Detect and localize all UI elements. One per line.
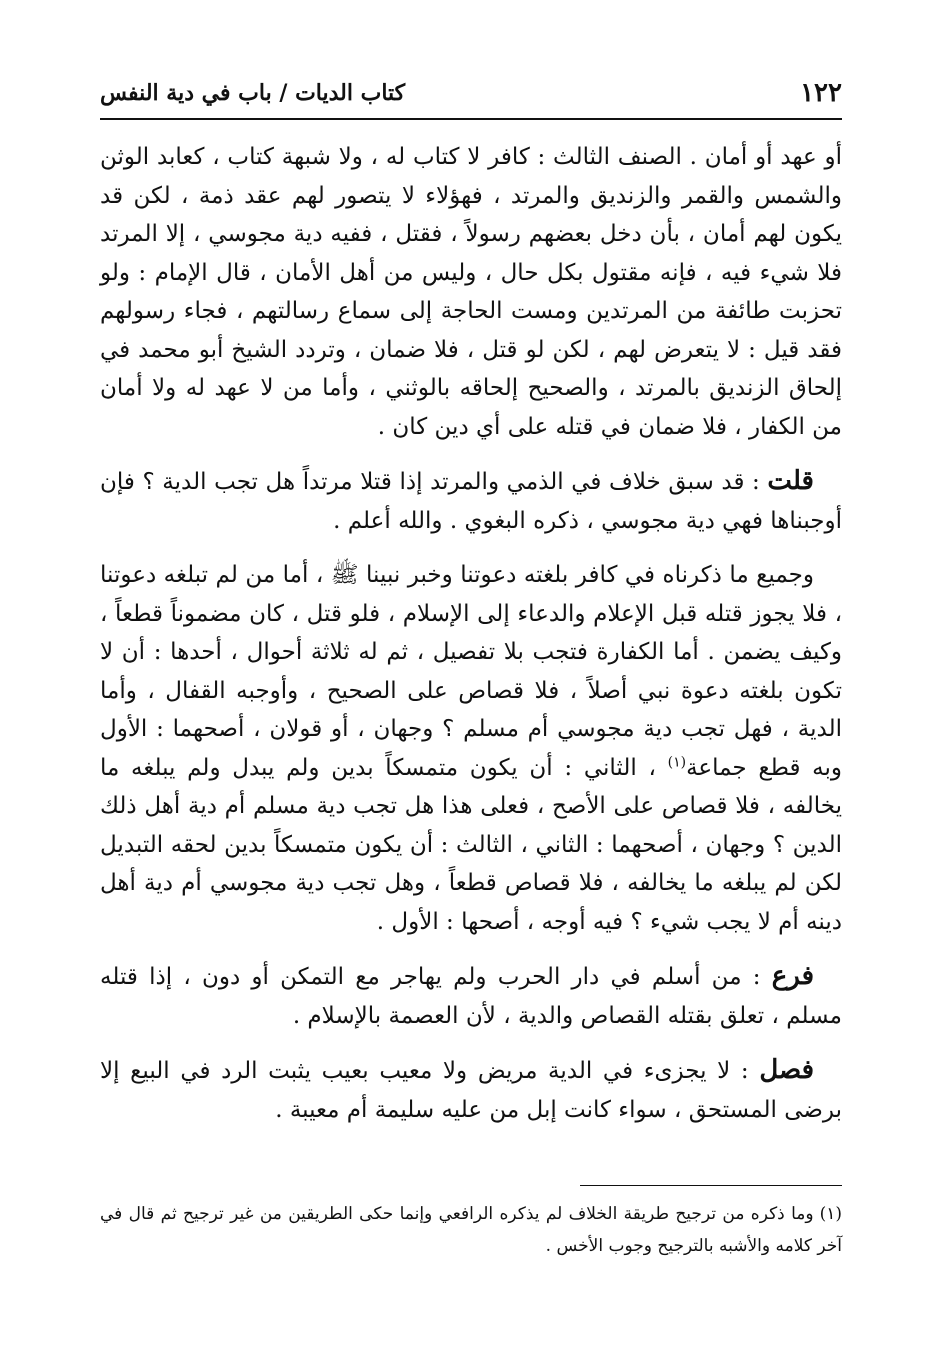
- footnote-divider: [580, 1185, 842, 1186]
- paragraph-far: [100, 957, 842, 1035]
- paragraph-qultu: [100, 462, 842, 540]
- paragraph-text: وجميع ما ذكرناه في كافر بلغته دعوتنا وخبر نبينا ﷺ ، أما من لم تبلغه دعوتنا ، فلا يجوز قتله قبل الإعلام والدعاء إلى الإسلام ، فلو قتل ، كان مضموناً قطعاً ، وكيف يضمن . أما الكفارة فتجب بلا تفصيل ، ثم له ثلاثة أحوال ، أحدها : أن لا تكون بلغته دعوة نبي أصلاً ، فلا قصاص على الصحيح ، وأوجبه القفال ، وأما الدية ، فهل تجب دية مجوسي أم مسلم ؟ وجهان ، أو قولان ، أصحهما : الأول وبه قطع جماعة: [100, 562, 842, 781]
- main-text: [100, 138, 842, 1145]
- paragraph-text: : من أسلم في دار الحرب ولم يهاجر مع التمكن أو دون ، إذا قتله مسلم ، تعلق بقتله القصاص والدية ، لأن العصمة بالإسلام .: [100, 964, 842, 1029]
- paragraph-3: [100, 556, 842, 941]
- footnote-text: وما ذكره من ترجيح طريقة الخلاف لم يذكره الرافعي وإنما حكى الطريقين من غير ترجيح ثم قال في آخر كلامه والأشبه بالترجيح وجوب الأخس .: [100, 1204, 842, 1256]
- lead-word-qultu: قلت: [767, 466, 814, 496]
- running-title: كتاب الديات / باب في دية النفس: [100, 80, 406, 106]
- page-header: [100, 74, 842, 120]
- paragraph-1: [100, 138, 842, 446]
- paragraph-text: : لا يجزىء في الدية مريض ولا معيب بعيب يثبت الرد في البيع إلا برضى المستحق ، سواء كانت إبل من عليه سليمة أم معيبة .: [100, 1058, 842, 1123]
- paragraph-text: ، الثاني : أن يكون متمسكاً بدين ولم يبدل ولم يبلغه ما يخالفه ، فلا قصاص على الأصح ، فعلى هذا هل تجب دية مسلم أم دية أهل ذلك الدين ؟ وجهان ، أصحهما : الثاني ، الثالث : أن يكون متمسكاً بدين لحقه التبديل لكن لم يبلغه ما يخالفه ، فلا قصاص قطعاً ، وهل تجب دية مجوسي أم دية أهل دينه أم لا يجب شيء ؟ فيه أوجه ، أصحها : الأول .: [100, 754, 842, 935]
- lead-word-fasl: فصل: [759, 1055, 814, 1085]
- paragraph-fasl: [100, 1051, 842, 1129]
- paragraph-text: : قد سبق خلاف في الذمي والمرتد إذا قتلا مرتداً هل تجب الدية ؟ فإن أوجبناها فهي دية مجوسي ، ذكره البغوي . والله أعلم .: [100, 469, 842, 534]
- footnote-number: (١): [819, 1204, 842, 1224]
- lead-word-far: فرع: [771, 961, 814, 991]
- page-number: ١٢٢: [800, 78, 842, 108]
- footnote-reference[interactable]: (١): [667, 753, 687, 770]
- paragraph-text: أو عهد أو أمان . الصنف الثالث : كافر لا كتاب له ، ولا شبهة كتاب ، كعابد الوثن والشمس والقمر والزنديق والمرتد ، فهؤلاء لا يتصور لهم عقد ذمة ، لكن قد يكون لهم أمان ، بأن دخل بعضهم رسولاً ، فقتل ، ففيه دية مجوسي ، إلا المرتد فلا شيء فيه ، فإنه مقتول بكل حال ، وليس من أهل الأمان ، قال الإمام : ولو تحزبت طائفة من المرتدين ومست الحاجة إلى سماع رسالتهم ، فجاء رسولهم فقد قيل : لا يتعرض لهم ، لكن لو قتل ، فلا ضمان ، وتردد الشيخ أبو محمد في إلحاق الزنديق بالمرتد ، والصحيح إلحاقه بالوثني ، وأما من لا عهد له ولا أمان من الكفار ، فلا ضمان في قتله على أي دين كان .: [100, 144, 842, 440]
- footnote: [100, 1198, 842, 1262]
